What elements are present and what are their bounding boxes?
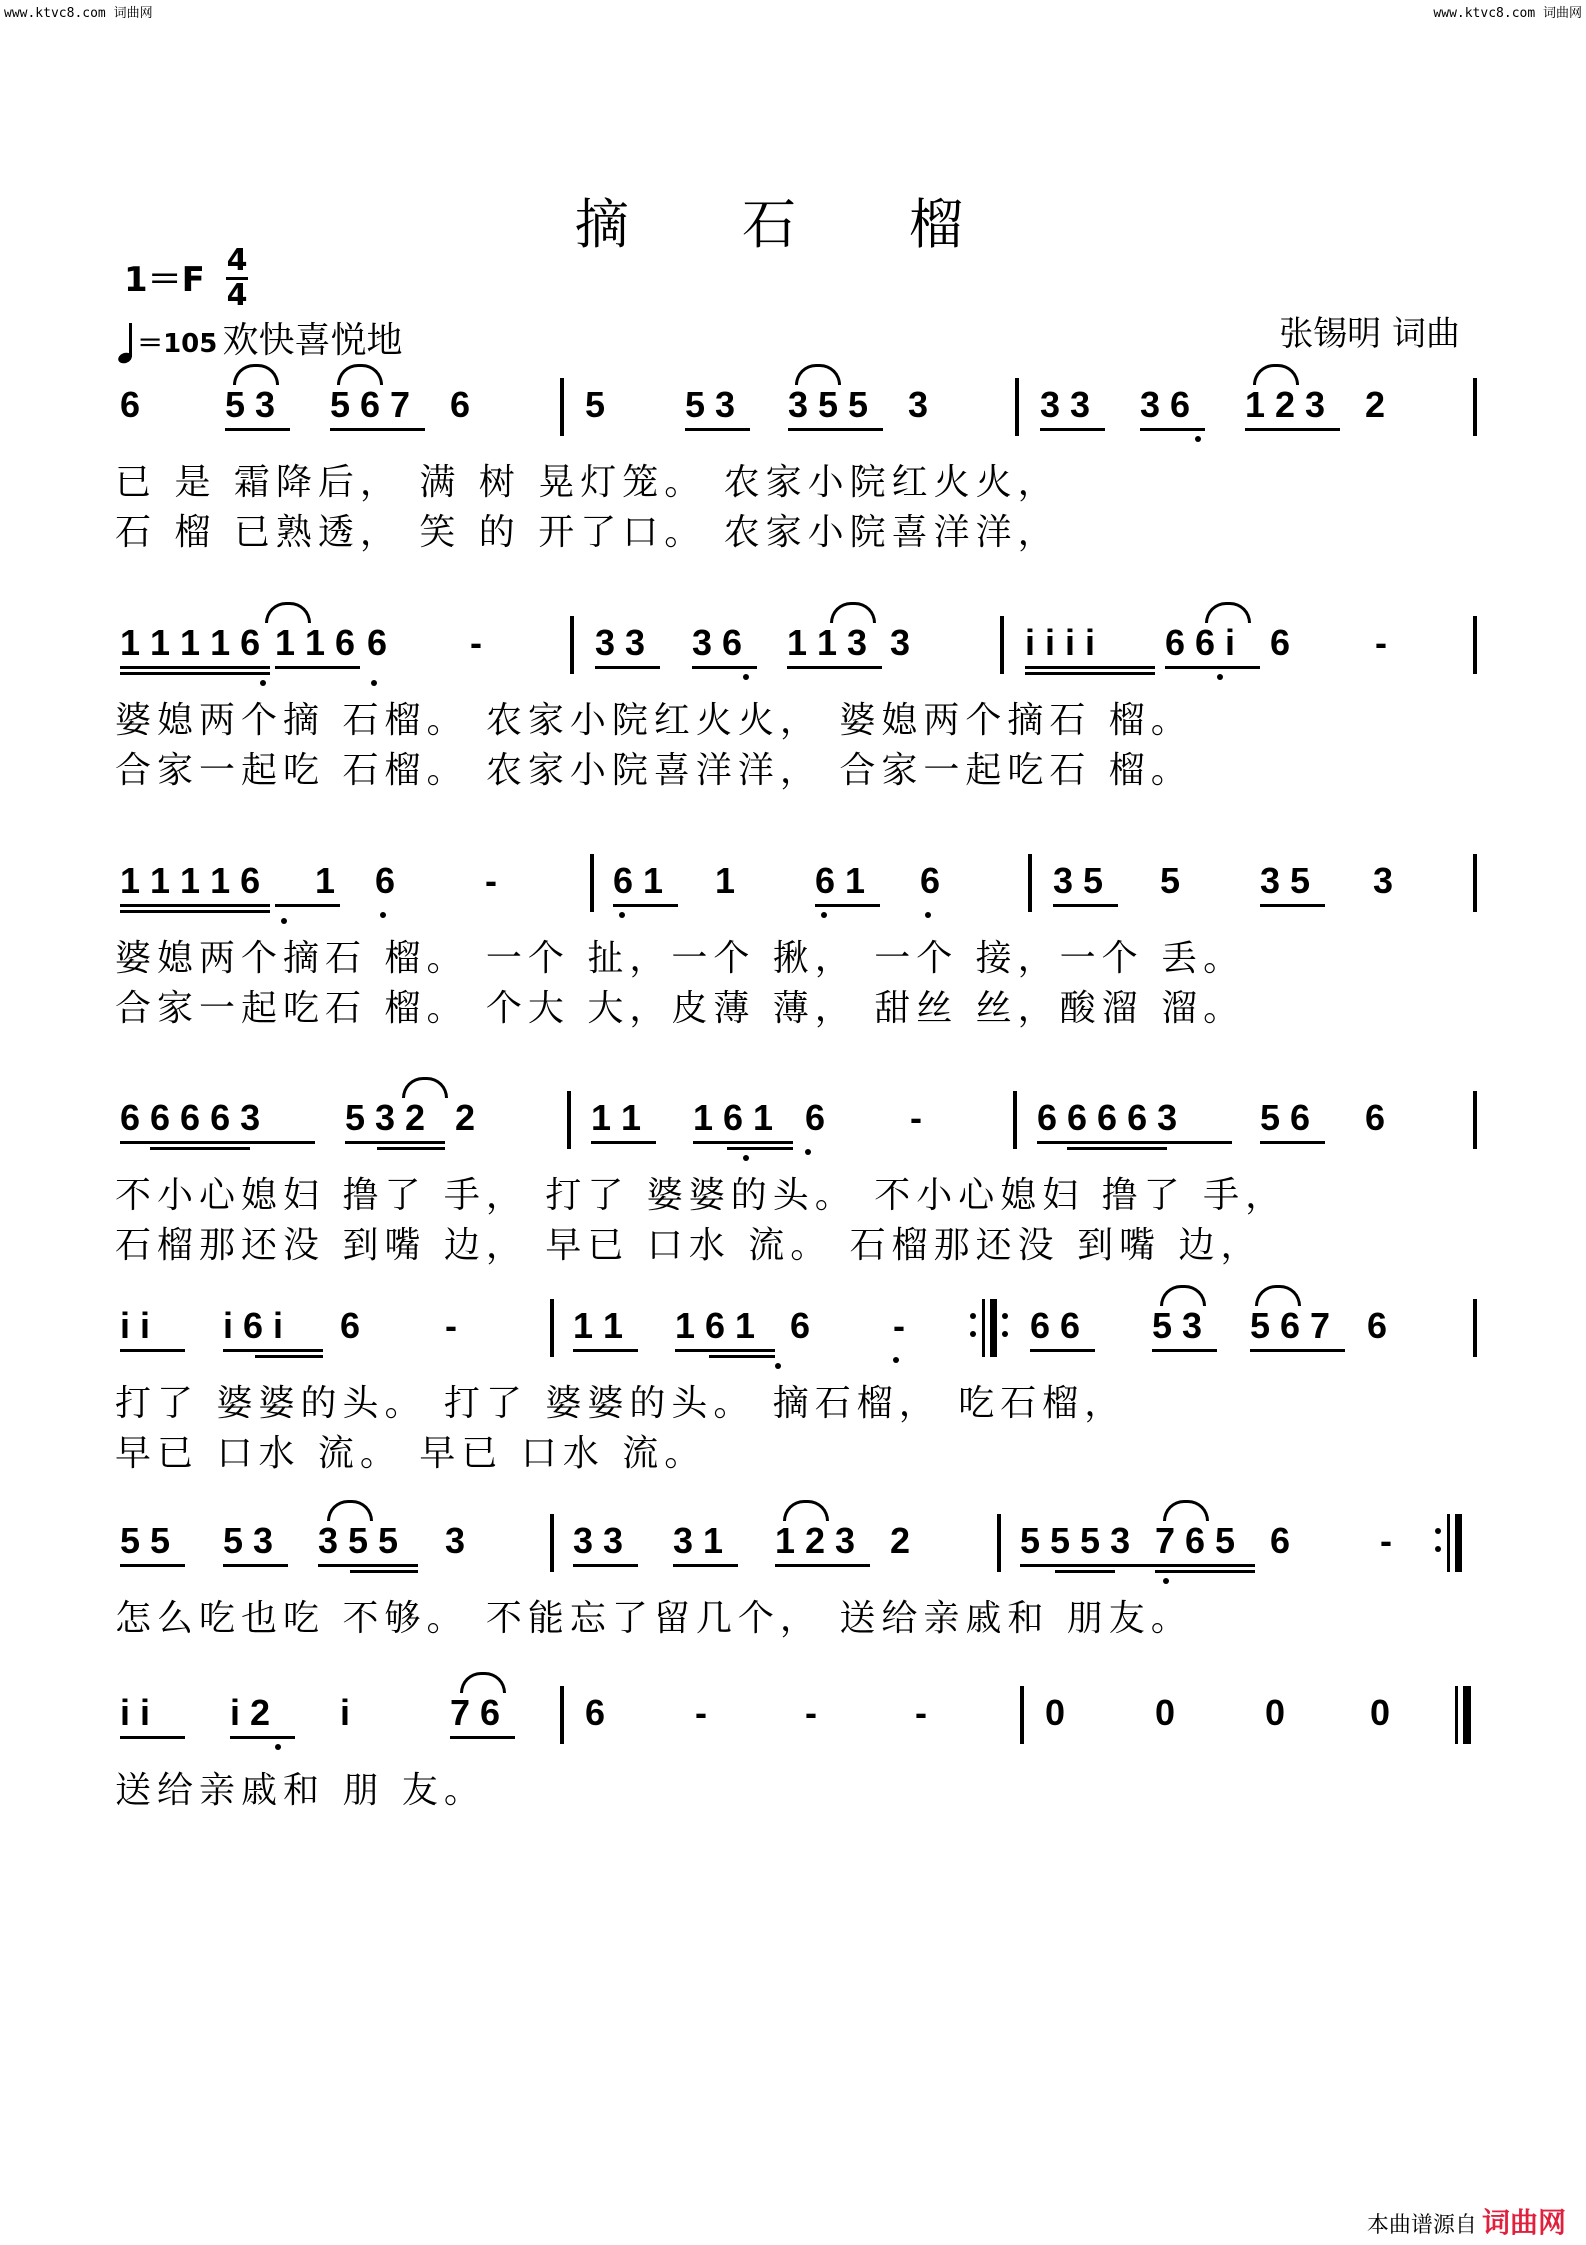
note-group: 5 3 <box>1152 1305 1203 1346</box>
note-group: 3 <box>1373 860 1394 901</box>
tempo-value: ＝105 <box>137 329 218 359</box>
underline <box>675 1349 775 1352</box>
lyrics-verse-2: 合家一起吃 石榴。 农家小院喜洋洋， 合家一起吃石 榴。 <box>115 750 1193 791</box>
note-group: 5 3 2 <box>345 1097 426 1138</box>
underline <box>692 666 757 669</box>
underline <box>1152 1349 1217 1352</box>
footer-source-text: 本曲谱源自 <box>1366 2213 1477 2238</box>
note-group: 0 <box>1045 1692 1066 1733</box>
underline <box>1155 1570 1255 1573</box>
slur <box>1205 602 1251 623</box>
repeat-end-sign <box>1435 1514 1475 1572</box>
note-group: 7 6 <box>450 1692 501 1733</box>
notes-row <box>115 1692 1475 1752</box>
note-group: - <box>445 1305 457 1346</box>
octave-dot <box>893 1357 899 1363</box>
underline <box>1040 428 1105 431</box>
underline <box>1055 1570 1115 1573</box>
underline <box>345 1141 445 1144</box>
barline <box>1020 1686 1024 1744</box>
barline <box>570 616 574 674</box>
note-group: 3 5 5 <box>788 384 869 425</box>
underline <box>1245 428 1340 431</box>
repeat-start-sign <box>970 1299 1010 1357</box>
underline <box>613 904 678 907</box>
note-group: 3 <box>890 622 911 663</box>
underline <box>120 910 270 913</box>
underline <box>1037 1141 1232 1144</box>
underline <box>150 1147 250 1150</box>
key-signature: 1＝F <box>124 260 205 300</box>
underline <box>225 428 290 431</box>
tempo-marking <box>118 312 402 363</box>
octave-dot <box>743 1155 749 1161</box>
underline <box>120 1736 185 1739</box>
underline <box>120 672 270 675</box>
octave-dot <box>281 918 287 924</box>
underline <box>223 1564 288 1567</box>
underline <box>1067 1147 1167 1150</box>
time-signature <box>226 243 248 313</box>
underline <box>120 1564 185 1567</box>
note-group: i i <box>120 1692 151 1733</box>
note-group: 2 <box>455 1097 476 1138</box>
note-group: - <box>1375 622 1387 663</box>
slur <box>1160 1285 1206 1306</box>
note-group: 3 6 <box>692 622 743 663</box>
note-group: 6 1 <box>613 860 664 901</box>
barline <box>1473 1091 1477 1149</box>
note-group: 6 <box>340 1305 361 1346</box>
slur <box>265 602 311 623</box>
notes-row <box>115 384 1475 444</box>
note-group: 6 <box>585 1692 606 1733</box>
notes-row <box>115 622 1475 682</box>
octave-dot <box>619 912 625 918</box>
note-group: - <box>893 1305 905 1346</box>
note-group: - <box>470 622 482 663</box>
barline <box>567 1091 571 1149</box>
octave-dot <box>380 912 386 918</box>
barline <box>1473 1299 1477 1357</box>
note-group: 1 <box>715 860 736 901</box>
note-group: 7 6 5 <box>1155 1520 1236 1561</box>
lyrics-verse-1: 送给亲戚和 朋 友。 <box>115 1770 486 1811</box>
underline <box>318 1564 418 1567</box>
underline <box>591 1141 656 1144</box>
note-group: 1 1 <box>591 1097 642 1138</box>
underline <box>1020 1564 1255 1567</box>
underline <box>275 904 340 907</box>
underline <box>1053 904 1118 907</box>
expression-text: 欢快喜悦地 <box>222 320 403 361</box>
underline <box>275 666 360 669</box>
note-group: 6 1 <box>815 860 866 901</box>
note-group: 2 <box>890 1520 911 1561</box>
notes-row <box>115 1305 1475 1365</box>
note-group: 3 5 <box>1260 860 1311 901</box>
time-signature-bottom: 4 <box>226 278 248 313</box>
barline <box>1473 616 1477 674</box>
note-group: 3 6 <box>1140 384 1191 425</box>
lyrics-verse-2: 石榴那还没 到嘴 边， 早已 口水 流。 石榴那还没 到嘴 边， <box>115 1225 1263 1266</box>
note-group: 1 1 1 1 6 <box>120 860 261 901</box>
note-group: 6 6 6 6 3 <box>1037 1097 1178 1138</box>
underline <box>255 1355 323 1358</box>
note-group: 6 <box>375 860 396 901</box>
slur <box>783 1500 829 1521</box>
note-group: 6 <box>120 384 141 425</box>
underline <box>330 428 425 431</box>
note-group: 5 6 7 <box>1250 1305 1331 1346</box>
lyrics-verse-2: 合家一起吃石 榴。 个大 大，皮薄 薄， 甜丝 丝，酸溜 溜。 <box>115 988 1246 1029</box>
note-group: 6 <box>1365 1097 1386 1138</box>
note-group: 6 <box>1270 622 1291 663</box>
lyrics-verse-2: 早已 口水 流。 早已 口水 流。 <box>115 1433 707 1474</box>
note-group: 6 <box>920 860 941 901</box>
quarter-note-icon <box>118 323 132 363</box>
note-group: 1 6 1 <box>675 1305 756 1346</box>
barline <box>1000 616 1004 674</box>
lyrics-verse-1: 婆媳两个摘 石榴。 农家小院红火火， 婆媳两个摘石 榴。 <box>115 700 1193 741</box>
underline <box>727 1147 793 1150</box>
note-group: 3 3 <box>595 622 646 663</box>
underline <box>1260 1141 1325 1144</box>
barline <box>1015 378 1019 436</box>
barline <box>1013 1091 1017 1149</box>
lyrics-verse-1: 婆媳两个摘石 榴。 一个 扯，一个 揪， 一个 接，一个 丢。 <box>115 938 1246 979</box>
note-group: - <box>910 1097 922 1138</box>
source-url-right: www.ktvc8.com 词曲网 <box>1433 6 1582 21</box>
underline <box>350 1570 418 1573</box>
footer-watermark <box>1367 2201 1566 2241</box>
octave-dot <box>275 1744 281 1750</box>
octave-dot <box>743 674 749 680</box>
lyrics-verse-1: 怎么吃也吃 不够。 不能忘了留几个， 送给亲戚和 朋友。 <box>115 1598 1193 1639</box>
note-group: i 2 <box>230 1692 271 1733</box>
note-group: 0 <box>1370 1692 1391 1733</box>
note-group: i i i i <box>1025 622 1096 663</box>
song-title: 摘 石 榴 <box>574 193 1012 256</box>
note-group: 5 3 <box>225 384 276 425</box>
underline <box>120 1349 185 1352</box>
underline <box>1025 666 1155 669</box>
slur <box>402 1077 448 1098</box>
footer-brand-logo: 词曲网 <box>1481 2206 1566 2239</box>
barline <box>590 854 594 912</box>
barline <box>1028 854 1032 912</box>
author-credit: 张锡明 词曲 <box>1279 314 1460 354</box>
note-group: 3 5 5 <box>318 1520 399 1561</box>
underline <box>573 1564 638 1567</box>
note-group: 6 <box>450 384 471 425</box>
underline <box>775 1564 870 1567</box>
note-group: 5 <box>585 384 606 425</box>
slur <box>830 602 876 623</box>
note-group: i <box>340 1692 351 1733</box>
barline <box>550 1299 554 1357</box>
note-group: - <box>1380 1520 1392 1561</box>
note-group: - <box>805 1692 817 1733</box>
barline <box>560 1686 564 1744</box>
time-signature-top: 4 <box>226 243 248 278</box>
underline <box>673 1564 738 1567</box>
slur <box>795 364 841 385</box>
lyrics-verse-1: 打了 婆婆的头。 打了 婆婆的头。 摘石榴， 吃石榴， <box>115 1383 1127 1424</box>
slur <box>1253 364 1299 385</box>
notes-row <box>115 1097 1475 1157</box>
note-group: 0 <box>1265 1692 1286 1733</box>
octave-dot <box>260 680 266 686</box>
underline <box>573 1349 638 1352</box>
underline <box>223 1349 323 1352</box>
note-group: 1 2 3 <box>775 1520 856 1561</box>
note-group: 1 1 <box>573 1305 624 1346</box>
underline <box>120 666 270 669</box>
octave-dot <box>1217 674 1223 680</box>
final-barline <box>1455 1686 1477 1744</box>
note-group: 6 6 <box>1030 1305 1081 1346</box>
underline <box>1030 1349 1095 1352</box>
slur <box>1163 1500 1209 1521</box>
underline <box>120 904 270 907</box>
note-group: 6 <box>367 622 388 663</box>
note-group: 5 5 5 3 <box>1020 1520 1131 1561</box>
note-group: i i <box>120 1305 151 1346</box>
barline <box>550 1514 554 1572</box>
octave-dot <box>775 1363 781 1369</box>
note-group: 6 6 6 6 3 <box>120 1097 261 1138</box>
underline <box>450 1736 515 1739</box>
octave-dot <box>805 1149 811 1155</box>
barline <box>560 378 564 436</box>
note-group: - <box>485 860 497 901</box>
octave-dot <box>925 912 931 918</box>
note-group: 3 <box>908 384 929 425</box>
underline <box>1140 428 1205 431</box>
octave-dot <box>371 680 377 686</box>
note-group: 3 3 <box>1040 384 1091 425</box>
note-group: 2 <box>1365 384 1386 425</box>
note-group: 6 <box>1270 1520 1291 1561</box>
underline <box>1025 672 1155 675</box>
underline <box>787 666 882 669</box>
note-group: 1 1 6 <box>275 622 356 663</box>
note-group: 5 3 <box>685 384 736 425</box>
note-group: 1 1 3 <box>787 622 868 663</box>
slur <box>460 1672 506 1693</box>
underline <box>1165 666 1260 669</box>
note-group: 5 <box>1160 860 1181 901</box>
slur <box>233 364 279 385</box>
note-group: 5 5 <box>120 1520 171 1561</box>
barline <box>1473 378 1477 436</box>
note-group: 1 <box>315 860 336 901</box>
octave-dot <box>1195 436 1201 442</box>
note-group: 1 2 3 <box>1245 384 1326 425</box>
lyrics-verse-1: 已 是 霜降后， 满 树 晃灯笼。 农家小院红火火， <box>115 462 1060 503</box>
underline <box>788 428 883 431</box>
note-group: 3 5 <box>1053 860 1104 901</box>
note-group: 3 1 <box>673 1520 724 1561</box>
slur <box>1255 1285 1301 1306</box>
lyrics-verse-2: 石 榴 已熟透， 笑 的 开了口。 农家小院喜洋洋， <box>115 512 1060 553</box>
note-group: - <box>915 1692 927 1733</box>
underline <box>1250 1349 1345 1352</box>
notes-row <box>115 1520 1475 1580</box>
source-url-left: www.ktvc8.com 词曲网 <box>4 6 153 21</box>
octave-dot <box>821 912 827 918</box>
note-group: 5 3 <box>223 1520 274 1561</box>
note-group: 1 1 1 1 6 <box>120 622 261 663</box>
note-group: 3 <box>445 1520 466 1561</box>
underline <box>230 1736 295 1739</box>
note-group: 6 <box>1367 1305 1388 1346</box>
slur <box>327 1500 373 1521</box>
note-group: 5 6 <box>1260 1097 1311 1138</box>
lyrics-verse-1: 不小心媳妇 撸了 手， 打了 婆婆的头。 不小心媳妇 撸了 手， <box>115 1175 1288 1216</box>
note-group: i 6 i <box>223 1305 284 1346</box>
note-group: 0 <box>1155 1692 1176 1733</box>
underline <box>1260 904 1325 907</box>
note-group: - <box>695 1692 707 1733</box>
note-group: 3 3 <box>573 1520 624 1561</box>
barline <box>1473 854 1477 912</box>
note-group: 6 <box>805 1097 826 1138</box>
underline <box>815 904 880 907</box>
underline <box>120 1141 315 1144</box>
underline <box>595 666 660 669</box>
note-group: 6 6 i <box>1165 622 1236 663</box>
note-group: 5 6 7 <box>330 384 411 425</box>
note-group: 1 6 1 <box>693 1097 774 1138</box>
underline <box>685 428 750 431</box>
underline <box>377 1147 445 1150</box>
octave-dot <box>1163 1578 1169 1584</box>
slur <box>337 364 383 385</box>
notes-row <box>115 860 1475 920</box>
barline <box>997 1514 1001 1572</box>
underline <box>709 1355 775 1358</box>
note-group: 6 <box>790 1305 811 1346</box>
underline <box>693 1141 793 1144</box>
